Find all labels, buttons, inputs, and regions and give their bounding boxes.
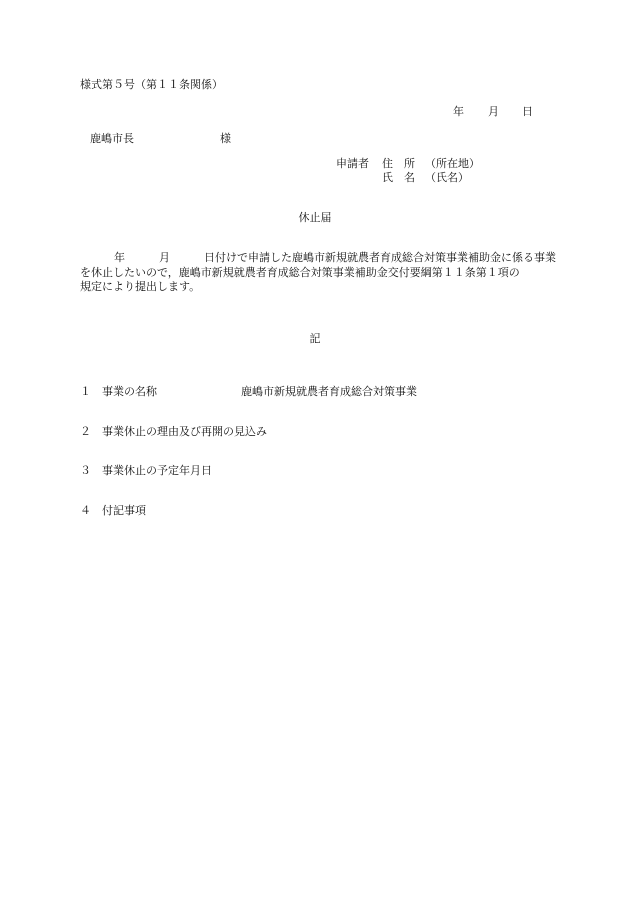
list-item [80, 385, 417, 398]
body-paragraph [80, 251, 555, 295]
form-number: 様式第５号（第１１条関係） [80, 78, 223, 91]
date-month-label: 月 [488, 105, 499, 118]
item-number: ４ [80, 504, 91, 517]
applicant-address-paren: （所在地） [425, 157, 480, 170]
applicant-name-label: 氏 名 [382, 171, 415, 184]
addressee-honorific: 様 [220, 132, 231, 145]
item-number: ２ [80, 425, 91, 438]
applicant-name-paren: （氏名） [425, 171, 469, 184]
item-number: ３ [80, 464, 91, 477]
body-year: 年 [114, 251, 125, 264]
item-label: 付記事項 [102, 504, 146, 517]
list-item [80, 465, 212, 476]
date-year-label: 年 [453, 105, 464, 118]
applicant-address-label: 住 所 [382, 157, 415, 170]
addressee-name: 鹿嶋市長 [90, 132, 134, 145]
document-title: 休止届 [298, 211, 332, 224]
item-number: １ [80, 385, 91, 398]
ki-heading: 記 [309, 332, 321, 345]
item-label: 事業休止の理由及び再開の見込み [102, 425, 267, 438]
item-label: 事業休止の予定年月日 [102, 464, 212, 477]
date-day-label: 日 [522, 105, 533, 118]
applicant-label: 申請者 [336, 157, 369, 170]
item-value: 鹿嶋市新規就農者育成総合対策事業 [241, 385, 417, 398]
body-line-1 [80, 251, 555, 266]
item-label: 事業の名称 [102, 385, 157, 398]
list-item [80, 505, 146, 516]
body-line-3: 規定により提出します。 [80, 280, 201, 293]
list-item [80, 426, 267, 437]
date-line [0, 106, 630, 120]
addressee [90, 132, 231, 145]
body-line-2: を休止したいので，鹿嶋市新規就農者育成総合対策事業補助金交付要綱第１１条第１項の [80, 265, 520, 279]
body-line-1-text: 日付けで申請した鹿嶋市新規就農者育成総合対策事業補助金に係る事業 [204, 251, 556, 264]
body-month: 月 [159, 251, 170, 264]
